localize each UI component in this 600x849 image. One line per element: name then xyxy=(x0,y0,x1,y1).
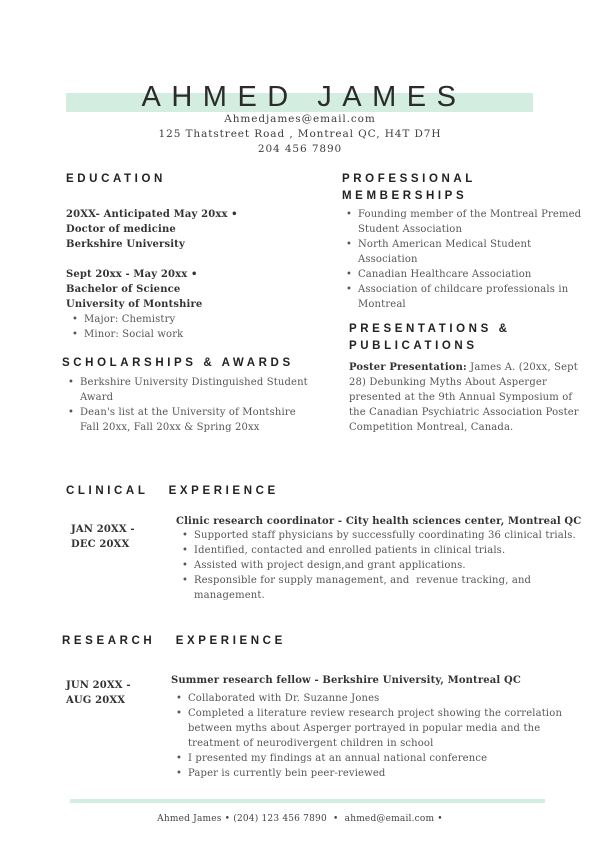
clinical-job-title: Clinic research coordinator - City health sciences center, Montreal QC xyxy=(176,516,582,527)
education-degree: Doctor of medicine xyxy=(66,224,176,235)
list-item xyxy=(180,543,576,558)
presentation-text: presented at the 9th Annual Symposium of xyxy=(349,392,573,403)
footer-contact: Ahmed James • (204) 123 456 7890 • ahmed@email.com • xyxy=(157,814,443,824)
list-item xyxy=(180,558,576,573)
research-duties-list xyxy=(174,691,562,781)
research-dates-end: AUG 20XX xyxy=(66,695,126,706)
list-item xyxy=(180,573,576,603)
education-degree: Bachelor of Science xyxy=(66,284,181,295)
memberships-list xyxy=(344,207,581,312)
presentations-heading-line2: PUBLICATIONS xyxy=(349,340,478,352)
footer-divider xyxy=(70,799,545,803)
list-item-line: • Dean's list at the University of Montshire xyxy=(80,407,296,418)
list-item-line: • Berkshire University Distinguished Student xyxy=(80,377,308,388)
list-item xyxy=(66,375,308,405)
clinical-dates-end: DEC 20XX xyxy=(71,539,130,550)
education-school: Berkshire University xyxy=(66,239,185,250)
presentation-label: Poster Presentation: xyxy=(349,362,467,373)
education-dates: 20XX- Anticipated May 20xx • xyxy=(66,209,238,220)
presentation-text: 28) Debunking Myths About Asperger xyxy=(349,377,547,388)
scholarships-list xyxy=(66,375,308,435)
list-item xyxy=(180,528,576,543)
list-item-line: • Assisted with project design,and grant applications. xyxy=(194,560,466,571)
list-item xyxy=(174,691,562,706)
list-item-line: Association xyxy=(358,254,418,265)
research-dates-start: JUN 20XX - xyxy=(66,680,131,691)
list-item-line: • Canadian Healthcare Association xyxy=(358,269,532,280)
list-item xyxy=(174,766,562,781)
presentations-heading-line1: PRESENTATIONS & xyxy=(349,323,511,335)
presentation-entry xyxy=(349,360,594,435)
list-item-line: • Collaborated with Dr. Suzanne Jones xyxy=(188,693,380,704)
candidate-name: AHMED JAMES xyxy=(141,81,467,113)
list-item xyxy=(344,282,581,312)
memberships-heading-line2: MEMBERSHIPS xyxy=(342,190,468,202)
list-item xyxy=(344,207,581,237)
list-item xyxy=(344,237,581,267)
list-item-line: Montreal xyxy=(358,299,406,310)
education-dates: Sept 20xx - May 20xx • xyxy=(66,269,198,280)
contact-phone: 204 456 7890 xyxy=(257,143,343,155)
education-details-list xyxy=(70,312,183,342)
contact-email: Ahmedjames@email.com xyxy=(224,113,376,125)
list-item: • Major: Chemistry xyxy=(70,312,183,327)
list-item-line: • Supported staff physicians by successfully coordinating 36 clinical trials. xyxy=(194,530,576,541)
clinical-experience-heading: CLINICAL EXPERIENCE xyxy=(66,485,279,497)
research-job-title: Summer research fellow - Berkshire University, Montreal QC xyxy=(171,675,521,686)
clinical-duties-list xyxy=(180,528,576,603)
list-item xyxy=(174,751,562,766)
scholarships-heading: SCHOLARSHIPS & AWARDS xyxy=(62,357,294,369)
list-item-line: management. xyxy=(194,590,265,601)
list-item-line: • Identified, contacted and enrolled patients in clinical trials. xyxy=(194,545,506,556)
list-item-line: • North American Medical Student xyxy=(358,239,532,250)
contact-address: 125 Thatstreet Road , Montreal QC, H4T D7H xyxy=(158,128,442,140)
list-item-line: • I presented my findings at an annual national conference xyxy=(188,753,488,764)
list-item-line: between myths about Asperger portrayed in popular media and the xyxy=(188,723,541,734)
list-item xyxy=(344,267,581,282)
list-item-line: Student Association xyxy=(358,224,463,235)
research-experience-heading: RESEARCH EXPERIENCE xyxy=(62,635,286,647)
presentation-text: Competition Montreal, Canada. xyxy=(349,422,514,433)
list-item-line: Fall 20xx, Fall 20xx & Spring 20xx xyxy=(80,422,260,433)
education-school: University of Montshire xyxy=(66,299,203,310)
education-heading: EDUCATION xyxy=(66,173,166,185)
list-item-line: • Responsible for supply management, and revenue tracking, and xyxy=(194,575,532,586)
list-item: • Minor: Social work xyxy=(70,327,183,342)
memberships-heading-line1: PROFESSIONAL xyxy=(342,173,476,185)
clinical-dates-start: JAN 20XX - xyxy=(71,524,135,535)
list-item-line: • Completed a literature review research project showing the correlation xyxy=(188,708,563,719)
list-item-line: Award xyxy=(80,392,114,403)
list-item-line: • Founding member of the Montreal Premed xyxy=(358,209,582,220)
list-item xyxy=(174,706,562,751)
list-item-line: • Paper is currently bein peer-reviewed xyxy=(188,768,386,779)
list-item-line: treatment of neurodivergent children in school xyxy=(188,738,434,749)
list-item xyxy=(66,405,308,435)
list-item-line: • Association of childcare professionals in xyxy=(358,284,569,295)
presentation-text: James A. (20xx, Sept xyxy=(466,362,578,373)
presentation-text: the Canadian Psychiatric Association Poster xyxy=(349,407,579,418)
